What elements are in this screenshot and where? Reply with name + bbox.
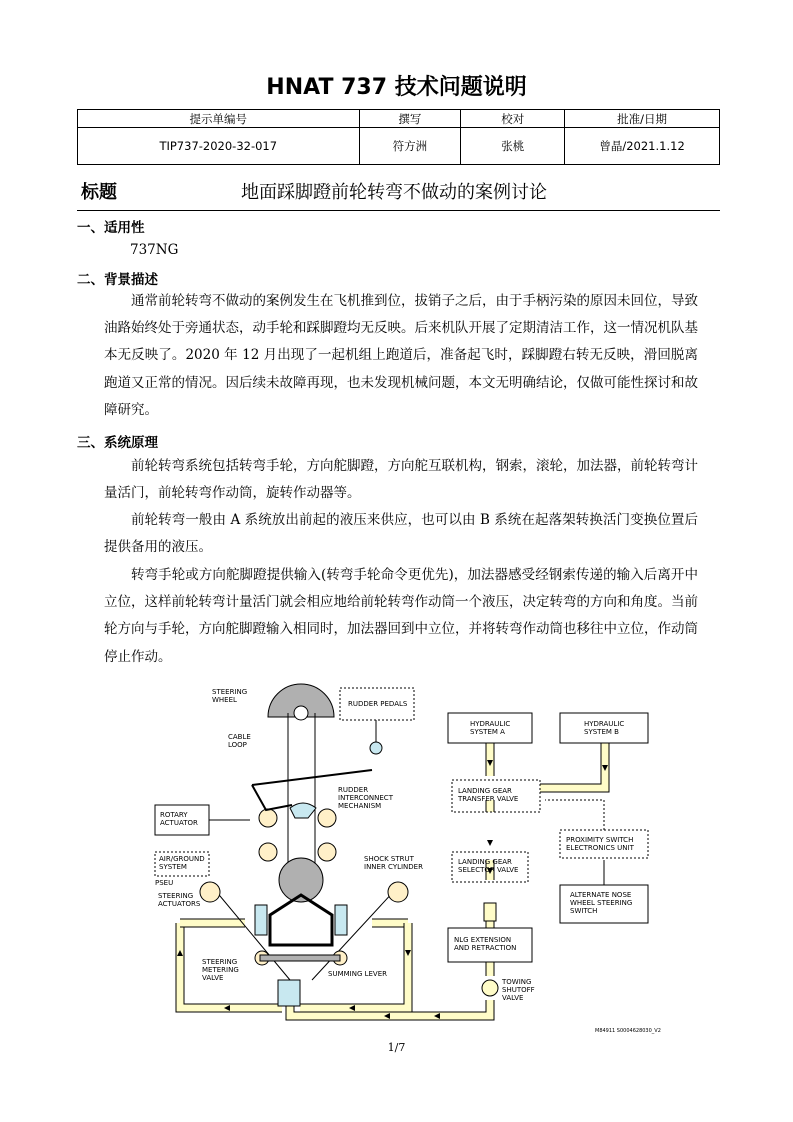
section-applicability-heading: 一、适用性 bbox=[77, 220, 145, 236]
alternate-switch-label-1: ALTERNATE NOSE bbox=[570, 891, 632, 899]
nlg-extension-label-2: AND RETRACTION bbox=[454, 944, 517, 952]
metering-valve-label-1: STEERING bbox=[202, 958, 238, 966]
reviewer-value: 张桃 bbox=[461, 128, 565, 165]
hydraulic-a-label-2: SYSTEM A bbox=[470, 728, 505, 736]
tip-number-value: TIP737-2020-32-017 bbox=[78, 128, 360, 165]
steering-actuators-label-1: STEERING bbox=[158, 892, 194, 900]
air-ground-label-2: SYSTEM bbox=[159, 863, 187, 871]
rudder-interconnect-label-1: RUDDER bbox=[338, 786, 369, 794]
hydraulic-a-label-1: HYDRAULIC bbox=[470, 720, 511, 728]
document-title: HNAT 737 技术问题说明 bbox=[266, 75, 527, 100]
subject-row bbox=[77, 172, 720, 211]
header-author: 撰写 bbox=[359, 110, 461, 128]
principle-paragraph-2: 前轮转弯一般由 A 系统放出前起的液压来供应，也可以由 B 系统在起落架转换活门变换位置后提供备用的液压。 bbox=[104, 512, 698, 556]
principle-paragraph-3: 转弯手轮或方向舵脚蹬提供输入(转弯手轮命令更优先)，加法器感受经钢索传递的输入后离开中立位，这样前轮转弯计量活门就会相应地给前轮转弯作动筒一个液压，决定转弯的方向和角度。当前轮方向与手轮，方向舵脚蹬输入相同时，加法器回到中立位，并将转弯作动筒也移往中立位，作动筒停止作动。 bbox=[104, 567, 698, 665]
transfer-valve-label-1: LANDING GEAR bbox=[458, 787, 512, 795]
summing-lever-label: SUMMING LEVER bbox=[328, 970, 387, 978]
air-ground-label-1: AIR/GROUND bbox=[159, 855, 205, 863]
selector-valve-label-1: LANDING GEAR bbox=[458, 858, 512, 866]
subject-label: 标题 bbox=[81, 182, 117, 203]
towing-valve-label-1: TOWING bbox=[502, 978, 532, 986]
proximity-switch-label-1: PROXIMITY SWITCH bbox=[566, 836, 634, 844]
alternate-switch-label-2: WHEEL STEERING bbox=[570, 899, 633, 907]
towing-valve-label-2: SHUTOFF bbox=[502, 986, 535, 994]
steering-wheel-label-2: WHEEL bbox=[212, 696, 237, 704]
steering-wheel-label-1: STEERING bbox=[212, 688, 248, 696]
proximity-switch-label-2: ELECTRONICS UNIT bbox=[566, 844, 634, 852]
nose-wheel-steering-diagram bbox=[140, 680, 680, 1044]
rotary-actuator-label-2: ACTUATOR bbox=[160, 819, 198, 827]
towing-valve-label-3: VALVE bbox=[502, 994, 524, 1002]
rudder-interconnect-label-3: MECHANISM bbox=[338, 802, 382, 810]
background-paragraph: 通常前轮转弯不做动的案例发生在飞机推到位，拔销子之后，由于手柄污染的原因未回位，导致油路始终处于旁通状态，动手轮和踩脚蹬均无反映。后来机队开展了定期清洁工作，这一情况机队基本无反映了。2020 年 12 月出现了一起机组上跑道后，准备起飞时，踩脚蹬右转无反映，滑回脱离跑道又正常的情况。因后续未故障再现，也未发现机械问题，本文无明确结论，仅做可能性探讨和故障研究。 bbox=[104, 293, 698, 418]
cable-loop-label-2: LOOP bbox=[228, 741, 247, 749]
approval-date-value: 曾晶/2021.1.12 bbox=[565, 128, 720, 165]
metering-valve-label-3: VALVE bbox=[202, 974, 224, 982]
nlg-extension-label-1: NLG EXTENSION bbox=[454, 936, 512, 944]
header-approval-date: 批准/日期 bbox=[565, 110, 720, 128]
subject-text: 地面踩脚蹬前轮转弯不做动的案例讨论 bbox=[241, 182, 547, 203]
figure-code: M84911 S0004628030_V2 bbox=[595, 1028, 661, 1034]
principle-paragraph-1: 前轮转弯系统包括转弯手轮，方向舵脚蹬，方向舵互联机构，钢索，滚轮，加法器，前轮转弯计量活门，前轮转弯作动筒，旋转作动器等。 bbox=[104, 458, 698, 502]
hydraulic-b-label-1: HYDRAULIC bbox=[584, 720, 625, 728]
selector-valve-label-2: SELECTOR VALVE bbox=[458, 866, 519, 874]
steering-actuators-label-2: ACTUATORS bbox=[158, 900, 201, 908]
rudder-interconnect-label-2: INTERCONNECT bbox=[338, 794, 393, 802]
hydraulic-b-label-2: SYSTEM B bbox=[584, 728, 619, 736]
info-table bbox=[77, 109, 720, 165]
pseu-label: PSEU bbox=[155, 879, 174, 887]
shock-strut-label-2: INNER CYLINDER bbox=[364, 863, 423, 871]
cable-loop-label-1: CABLE bbox=[228, 733, 251, 741]
transfer-valve-label-2: TRANSFER VALVE bbox=[458, 795, 519, 803]
alternate-switch-label-3: SWITCH bbox=[570, 907, 598, 915]
rudder-pedals-label: RUDDER PEDALS bbox=[348, 700, 408, 708]
metering-valve-label-2: METERING bbox=[202, 966, 239, 974]
applicability-text: 737NG bbox=[130, 242, 179, 258]
shock-strut-label-1: SHOCK STRUT bbox=[364, 855, 414, 863]
section-principle-heading: 三、系统原理 bbox=[77, 435, 158, 451]
author-value: 符方洲 bbox=[359, 128, 461, 165]
rotary-actuator-label-1: ROTARY bbox=[160, 811, 188, 819]
section-background-heading: 二、背景描述 bbox=[77, 272, 158, 288]
header-reviewer: 校对 bbox=[461, 110, 565, 128]
header-tip-number: 提示单编号 bbox=[78, 110, 360, 128]
page-number: 1/7 bbox=[387, 1041, 406, 1054]
